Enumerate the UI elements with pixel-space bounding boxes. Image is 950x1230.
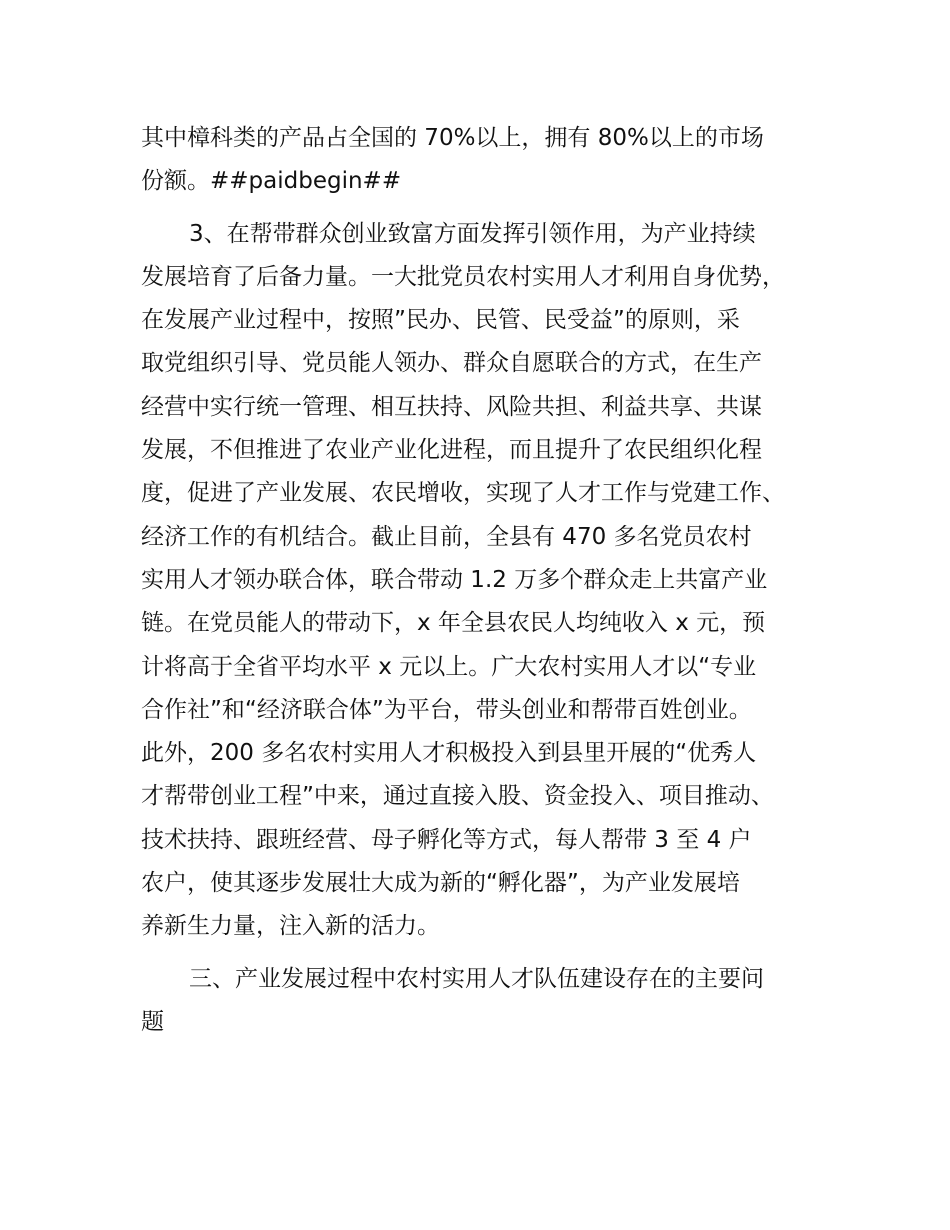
heading-line: 三、产业发展过程中农村实用人才队伍建设存在的主要问 bbox=[189, 965, 764, 992]
text-line: 技术扶持、跟班经营、母子孵化等方式，每人帮带 3 至 4 户 bbox=[141, 826, 752, 853]
text-line: 经济工作的有机结合。截止目前，全县有 470 多名党员农村 bbox=[141, 523, 752, 550]
text-line: 发展培育了后备力量。一大批党员农村实用人才利用自身优势， bbox=[141, 263, 785, 290]
text-line: 农户，使其逐步发展壮大成为新的“孵化器”，为产业发展培 bbox=[141, 870, 740, 897]
text-line: 计将高于全省平均水平 x 元以上。广大农村实用人才以“专业 bbox=[141, 653, 757, 680]
text-line: 发展，不但推进了农业产业化进程，而且提升了农民组织化程 bbox=[141, 437, 762, 464]
text-line: 其中樟科类的产品占全国的 70%以上，拥有 80%以上的市场 bbox=[141, 125, 764, 151]
text-line: 取党组织引导、党员能人领办、群众自愿联合的方式，在生产 bbox=[141, 350, 762, 377]
text-line: 经营中实行统一管理、相互扶持、风险共担、利益共享、共谋 bbox=[141, 393, 762, 420]
text-line: 此外，200 多名农村实用人才积极投入到县里开展的“优秀人 bbox=[141, 740, 757, 767]
text-line: 实用人才领办联合体，联合带动 1.2 万多个群众走上共富产业 bbox=[141, 566, 768, 593]
text-line: 在发展产业过程中，按照”民办、民管、民受益”的原则，采 bbox=[141, 307, 740, 334]
text-line: 养新生力量，注入新的活力。 bbox=[141, 913, 440, 940]
text-line: 份额。##paidbegin## bbox=[141, 168, 402, 195]
paragraph-market-share bbox=[141, 117, 841, 204]
text-line: 度，促进了产业发展、农民增收，实现了人才工作与党建工作、 bbox=[141, 480, 785, 507]
heading-line: 题 bbox=[141, 1008, 164, 1035]
text-line: 3、在帮带群众创业致富方面发挥引领作用，为产业持续 bbox=[189, 220, 756, 247]
paragraph-point-3 bbox=[141, 213, 841, 949]
text-line: 链。在党员能人的带动下，x 年全县农民人均纯收入 x 元，预 bbox=[141, 610, 766, 637]
text-line: 才帮带创业工程”中来，通过直接入股、资金投入、项目推动、 bbox=[141, 783, 774, 810]
section-heading-3 bbox=[141, 958, 841, 1045]
document-body bbox=[141, 117, 841, 1044]
text-line: 合作社”和“经济联合体”为平台，带头创业和帮带百姓创业。 bbox=[141, 696, 752, 723]
